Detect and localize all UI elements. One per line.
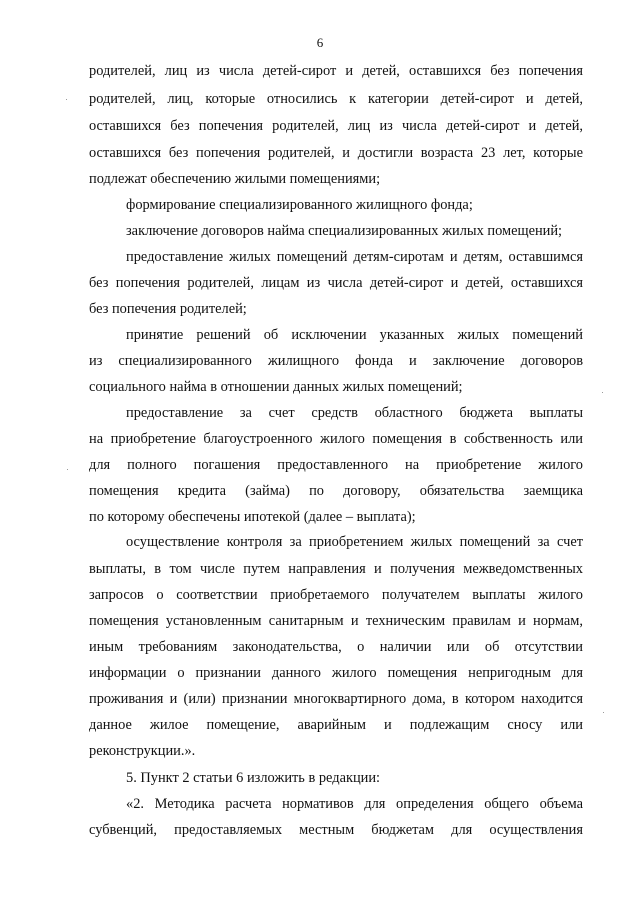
text-line: данное жилое помещение, аварийным и подлежащим сносу или <box>89 717 583 733</box>
text-line: из специализированного жилищного фонда и заключение договоров <box>89 353 583 369</box>
text-line: 5. Пункт 2 статьи 6 изложить в редакции: <box>126 770 381 786</box>
text-line: родителей, лиц из числа детей-сирот и детей, оставшихся без попечения <box>89 63 583 79</box>
text-line: заключение договоров найма специализированных жилых помещений; <box>126 223 563 239</box>
text-line: помещения кредита (займа) по договору, обязательства заемщика <box>89 483 583 499</box>
text-line: без попечения родителей; <box>89 301 247 317</box>
text-line: выплаты, в том числе путем направления и получения межведомственных <box>89 561 583 577</box>
text-line: запросов о соответствии приобретаемого получателем выплаты жилого <box>89 587 583 603</box>
text-line: подлежат обеспечению жилыми помещениями; <box>89 171 381 187</box>
text-line: по которому обеспечены ипотекой (далее – выплата); <box>89 509 416 525</box>
text-line: принятие решений об исключении указанных жилых помещений <box>126 327 583 343</box>
text-line: предоставление за счет средств областного бюджета выплаты <box>126 405 583 421</box>
text-line: родителей, лиц, которые относились к категории детей-сирот и детей, <box>89 91 583 107</box>
text-line: на приобретение благоустроенного жилого помещения в собственность или <box>89 431 583 447</box>
text-line: информации о признании данного жилого помещения непригодным для <box>89 665 583 681</box>
page-number: 6 <box>316 35 324 50</box>
text-line: предоставление жилых помещений детям-сиротам и детям, оставшимся <box>126 249 583 265</box>
text-line: формирование специализированного жилищного фонда; <box>126 197 473 213</box>
scan-speck <box>66 99 67 100</box>
scan-speck <box>602 392 603 393</box>
text-line: проживания и (или) признании многоквартирного дома, в котором находится <box>89 691 583 707</box>
text-line: иным требованиям законодательства, о наличии или об отсутствии <box>89 639 583 655</box>
text-line: «2. Методика расчета нормативов для определения общего объема <box>126 796 583 812</box>
text-line: оставшихся без попечения родителей, лиц из числа детей-сирот и детей, <box>89 118 583 134</box>
text-line: оставшихся без попечения родителей, и достигли возраста 23 лет, которые <box>89 145 583 161</box>
text-line: субвенций, предоставляемых местным бюджетам для осуществления <box>89 822 583 838</box>
text-line: осуществление контроля за приобретением жилых помещений за счет <box>126 534 583 550</box>
text-line: для полного погашения предоставленного на приобретение жилого <box>89 457 583 473</box>
text-line: без попечения родителей, лицам из числа детей-сирот и детей, оставшихся <box>89 275 583 291</box>
text-line: помещения установленным санитарным и техническим правилам и нормам, <box>89 613 583 629</box>
text-line: реконструкции.». <box>89 743 196 759</box>
scan-speck <box>67 469 68 470</box>
text-line: социального найма в отношении данных жилых помещений; <box>89 379 463 395</box>
scan-speck <box>603 712 604 713</box>
